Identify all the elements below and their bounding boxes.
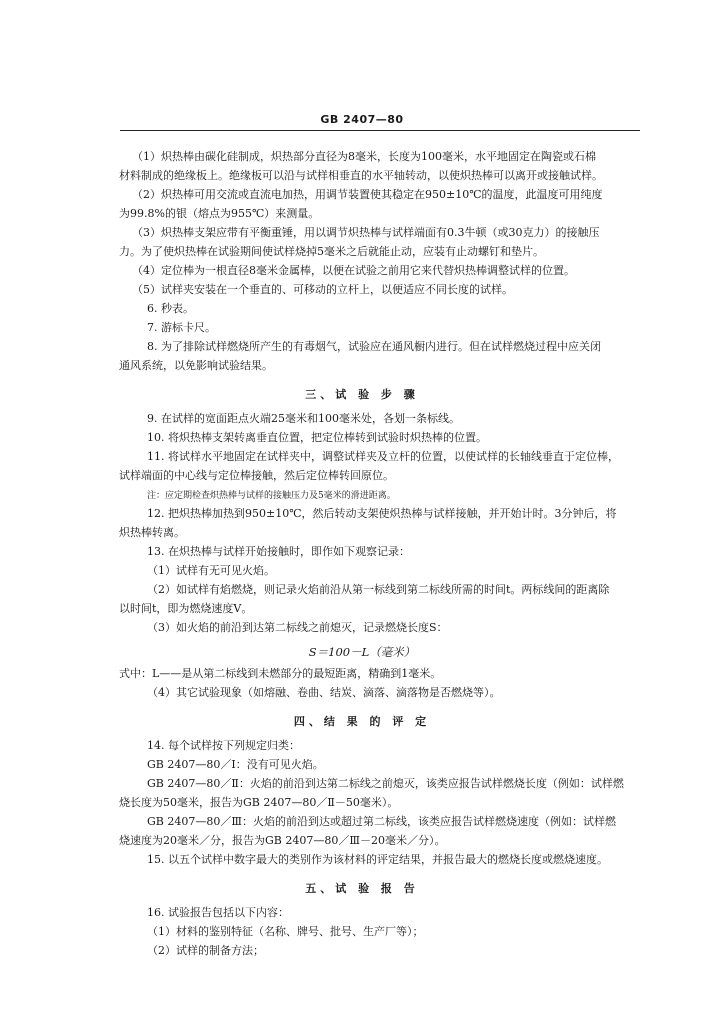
para-2-line-1: （2）炽热棒可用交流或直流电加热，用调节装置使其稳定在950±10℃的温度，此温度可用纯度 xyxy=(132,188,603,201)
para-13-item-3: （3）如火焰的前沿到达第二标线之前熄灭，记录燃烧长度S： xyxy=(147,621,448,634)
para-14-class-3-line-1: GB 2407—80／Ⅲ：火焰的前沿到达或超过第二标线，该类应报告试样燃烧速度（例如：试样燃 xyxy=(147,815,616,828)
para-13-item-4: （4）其它试验现象（如熔融、卷曲、结炭、滴落、滴落物是否燃烧等）。 xyxy=(147,686,501,699)
para-8-line-2: 通风系统，以免影响试验结果。 xyxy=(119,359,273,372)
para-1-line-1: （1）炽热棒由碳化硅制成，炽热部分直径为8毫米，长度为100毫米，水平地固定在陶瓷或石棉 xyxy=(132,150,596,163)
para-14-class-1: GB 2407—80／Ⅰ：没有可见火焰。 xyxy=(147,758,324,771)
para-14-class-3-line-2: 烧速度为20毫米／分，报告为GB 2407—80／Ⅲ－20毫米／分）。 xyxy=(119,834,446,847)
para-6: 6. 秒表。 xyxy=(147,302,194,315)
formula-note: 式中：L——是从第二标线到未燃部分的最短距离，精确到1毫米。 xyxy=(119,667,442,680)
header-rule xyxy=(120,130,640,131)
para-3-line-2: 力。为了使炽热棒在试验期间使试样烧掉5毫米之后就能止动，应装有止动螺钉和垫片。 xyxy=(119,245,544,258)
para-3-line-1: （3）炽热棒支架应带有平衡重锤，用以调节炽热棒与试样端面有0.3牛顿（或30克力）的接触压 xyxy=(132,226,600,239)
para-11-line-2: 试样端面的中心线与定位棒接触，然后定位棒转回原位。 xyxy=(119,469,394,482)
para-16-item-2: （2）试样的制备方法； xyxy=(147,944,264,957)
page-header: GB 2407—80 xyxy=(320,113,404,126)
para-11-line-1: 11. 将试样水平地固定在试样夹中，调整试样夹及立杆的位置，以使试样的长轴线垂直于定位棒， xyxy=(147,450,619,463)
para-15: 15. 以五个试样中数字最大的类别作为该材料的评定结果，并报告最大的燃烧长度或燃烧速度。 xyxy=(147,853,608,866)
para-2-line-2: 为99.8%的银（熔点为955℃）来测量。 xyxy=(119,207,320,220)
para-5: （5）试样夹安装在一个垂直的、可移动的立杆上，以便适应不同长度的试样。 xyxy=(132,283,513,296)
formula: S＝100－L（毫米） xyxy=(308,645,416,659)
note: 注：应定期检查炽热棒与试样的接触压力及5毫米的滑进距离。 xyxy=(147,491,396,501)
section-heading-procedure: 三、试 验 步 骤 xyxy=(305,388,419,401)
para-12-line-1: 12. 把炽热棒加热到950±10℃，然后转动支架使炽热棒与试样接触，并开始计时。3分钟后，将 xyxy=(147,507,617,520)
para-12-line-2: 炽热棒转离。 xyxy=(119,526,185,539)
para-10: 10. 将炽热棒支架转离垂直位置，把定位棒转到试验时炽热棒的位置。 xyxy=(147,431,487,444)
para-13: 13. 在炽热棒与试样开始接触时，即作如下观察记录： xyxy=(147,545,410,558)
para-16-item-1: （1）材料的鉴别特征（名称、牌号、批号、生产厂等）； xyxy=(147,925,424,938)
para-16: 16. 试验报告包括以下内容： xyxy=(147,906,289,919)
para-14: 14. 每个试样按下列规定归类： xyxy=(147,739,300,752)
para-7: 7. 游标卡尺。 xyxy=(147,321,216,334)
section-heading-evaluation: 四、结 果 的 评 定 xyxy=(293,715,431,728)
para-13-item-2-line-2: 以时间t，即为燃烧速度V。 xyxy=(119,602,253,615)
para-14-class-2-line-1: GB 2407—80／Ⅱ：火焰的前沿到达第二标线之前熄灭，该类应报告试样燃烧长度（例如：试样燃 xyxy=(147,777,624,790)
section-heading-report: 五、试 验 报 告 xyxy=(305,882,419,895)
para-13-item-2-line-1: （2）如试样有焰燃烧，则记录火焰前沿从第一标线到第二标线所需的时间t。两标线间的距离除 xyxy=(147,583,610,596)
para-4: （4）定位棒为一根直径8毫米金属棒，以便在试验之前用它来代替炽热棒调整试样的位置。 xyxy=(132,264,575,277)
para-14-class-2-line-2: 烧长度为50毫米，报告为GB 2407—80／Ⅱ－50毫米）。 xyxy=(119,796,399,809)
para-13-item-1: （1）试样有无可见火焰。 xyxy=(147,564,275,577)
para-8-line-1: 8. 为了排除试样燃烧所产生的有毒烟气，试验应在通风橱内进行。但在试样燃烧过程中应关闭 xyxy=(147,340,601,353)
para-9: 9. 在试样的宽面距点火端25毫米和100毫米处，各划一条标线。 xyxy=(147,412,460,425)
para-1-line-2: 材料制成的绝缘板上。绝缘板可以沿与试样相垂直的水平轴转动，以使炽热棒可以离开或接触试样。 xyxy=(119,169,603,182)
